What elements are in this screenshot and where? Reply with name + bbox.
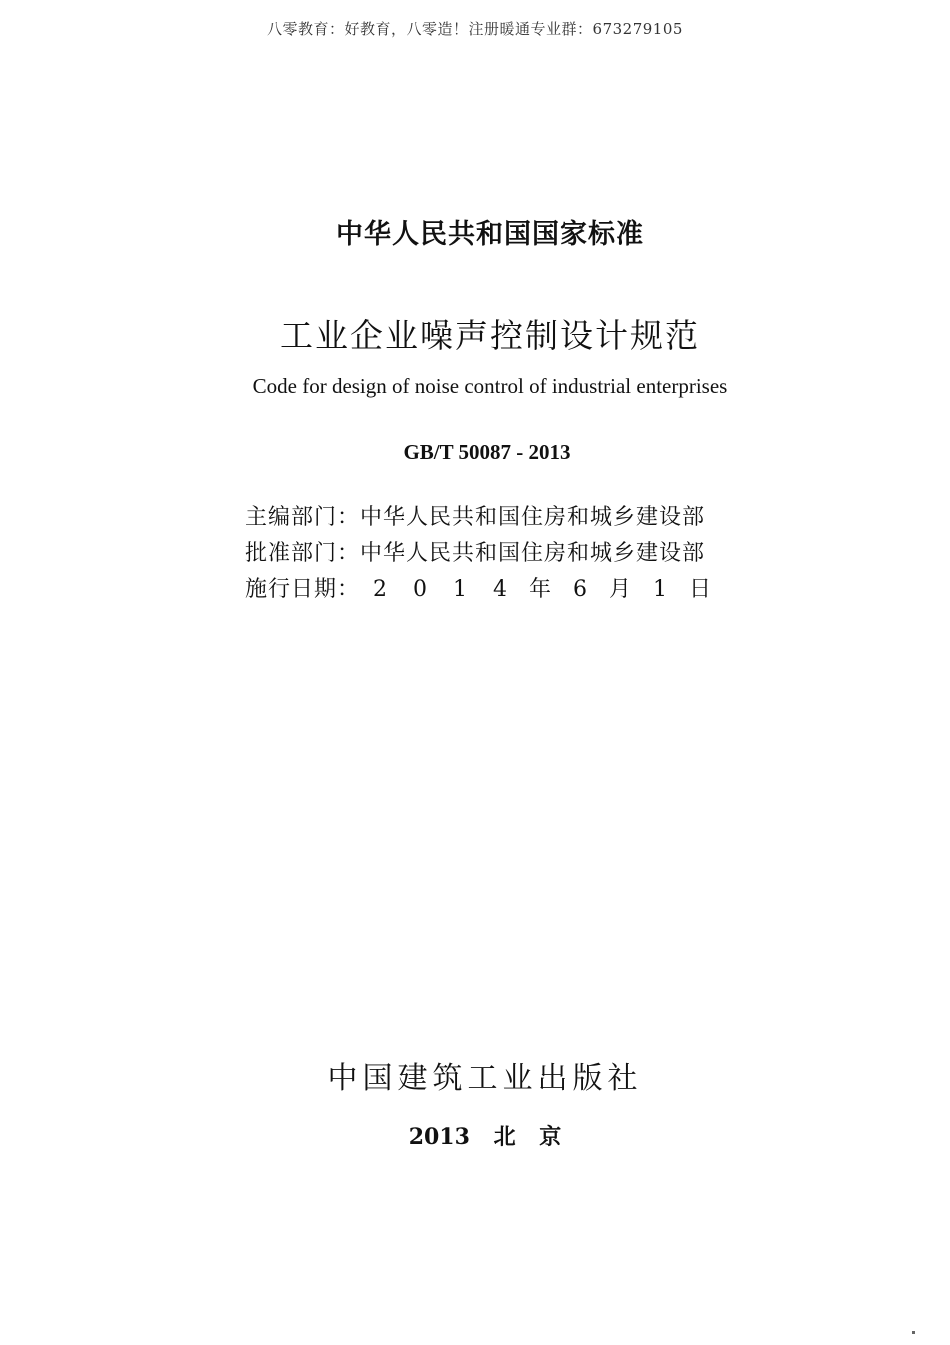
approver-row [245,536,720,572]
editor-value: 中华人民共和国住房和城乡建设部 [360,505,706,530]
title-chinese: 工业企业噪声控制设计规范 [280,316,700,355]
header-note: 八零教育：好教育，八零造！注册暖通专业群：673279105 [267,20,683,38]
date-year-digit: 1 [453,577,468,602]
date-year-digit: 0 [413,577,428,602]
date-year-unit: 年 [529,577,552,602]
standard-series: 中华人民共和国国家标准 [336,219,644,250]
publication-city-char: 京 [539,1124,562,1150]
approver-label: 批准部门： [245,541,361,566]
date-month-unit: 月 [609,577,632,602]
editor-label: 主编部门： [245,505,361,530]
date-row [245,572,720,608]
standard-code: GB/T 50087 - 2013 [403,440,571,464]
date-day-digit: 1 [653,577,668,602]
date-month-digit: 6 [573,577,588,602]
publication-line [0,1120,950,1151]
title-english: Code for design of noise control of industrial enterprises [252,374,728,398]
publisher-name: 中国建筑工业出版社 [327,1061,643,1096]
date-day-unit: 日 [689,577,712,602]
date-year-digit: 2 [373,577,388,602]
publication-city-char: 北 [493,1124,516,1150]
date-label: 施行日期： [245,577,361,602]
publication-year: 2013 [408,1124,470,1150]
editor-row [245,500,720,536]
info-block [245,500,720,608]
approver-value: 中华人民共和国住房和城乡建设部 [360,541,706,566]
date-year-digit: 4 [493,577,508,602]
date-value [360,572,720,608]
scan-artifact [912,1331,915,1334]
